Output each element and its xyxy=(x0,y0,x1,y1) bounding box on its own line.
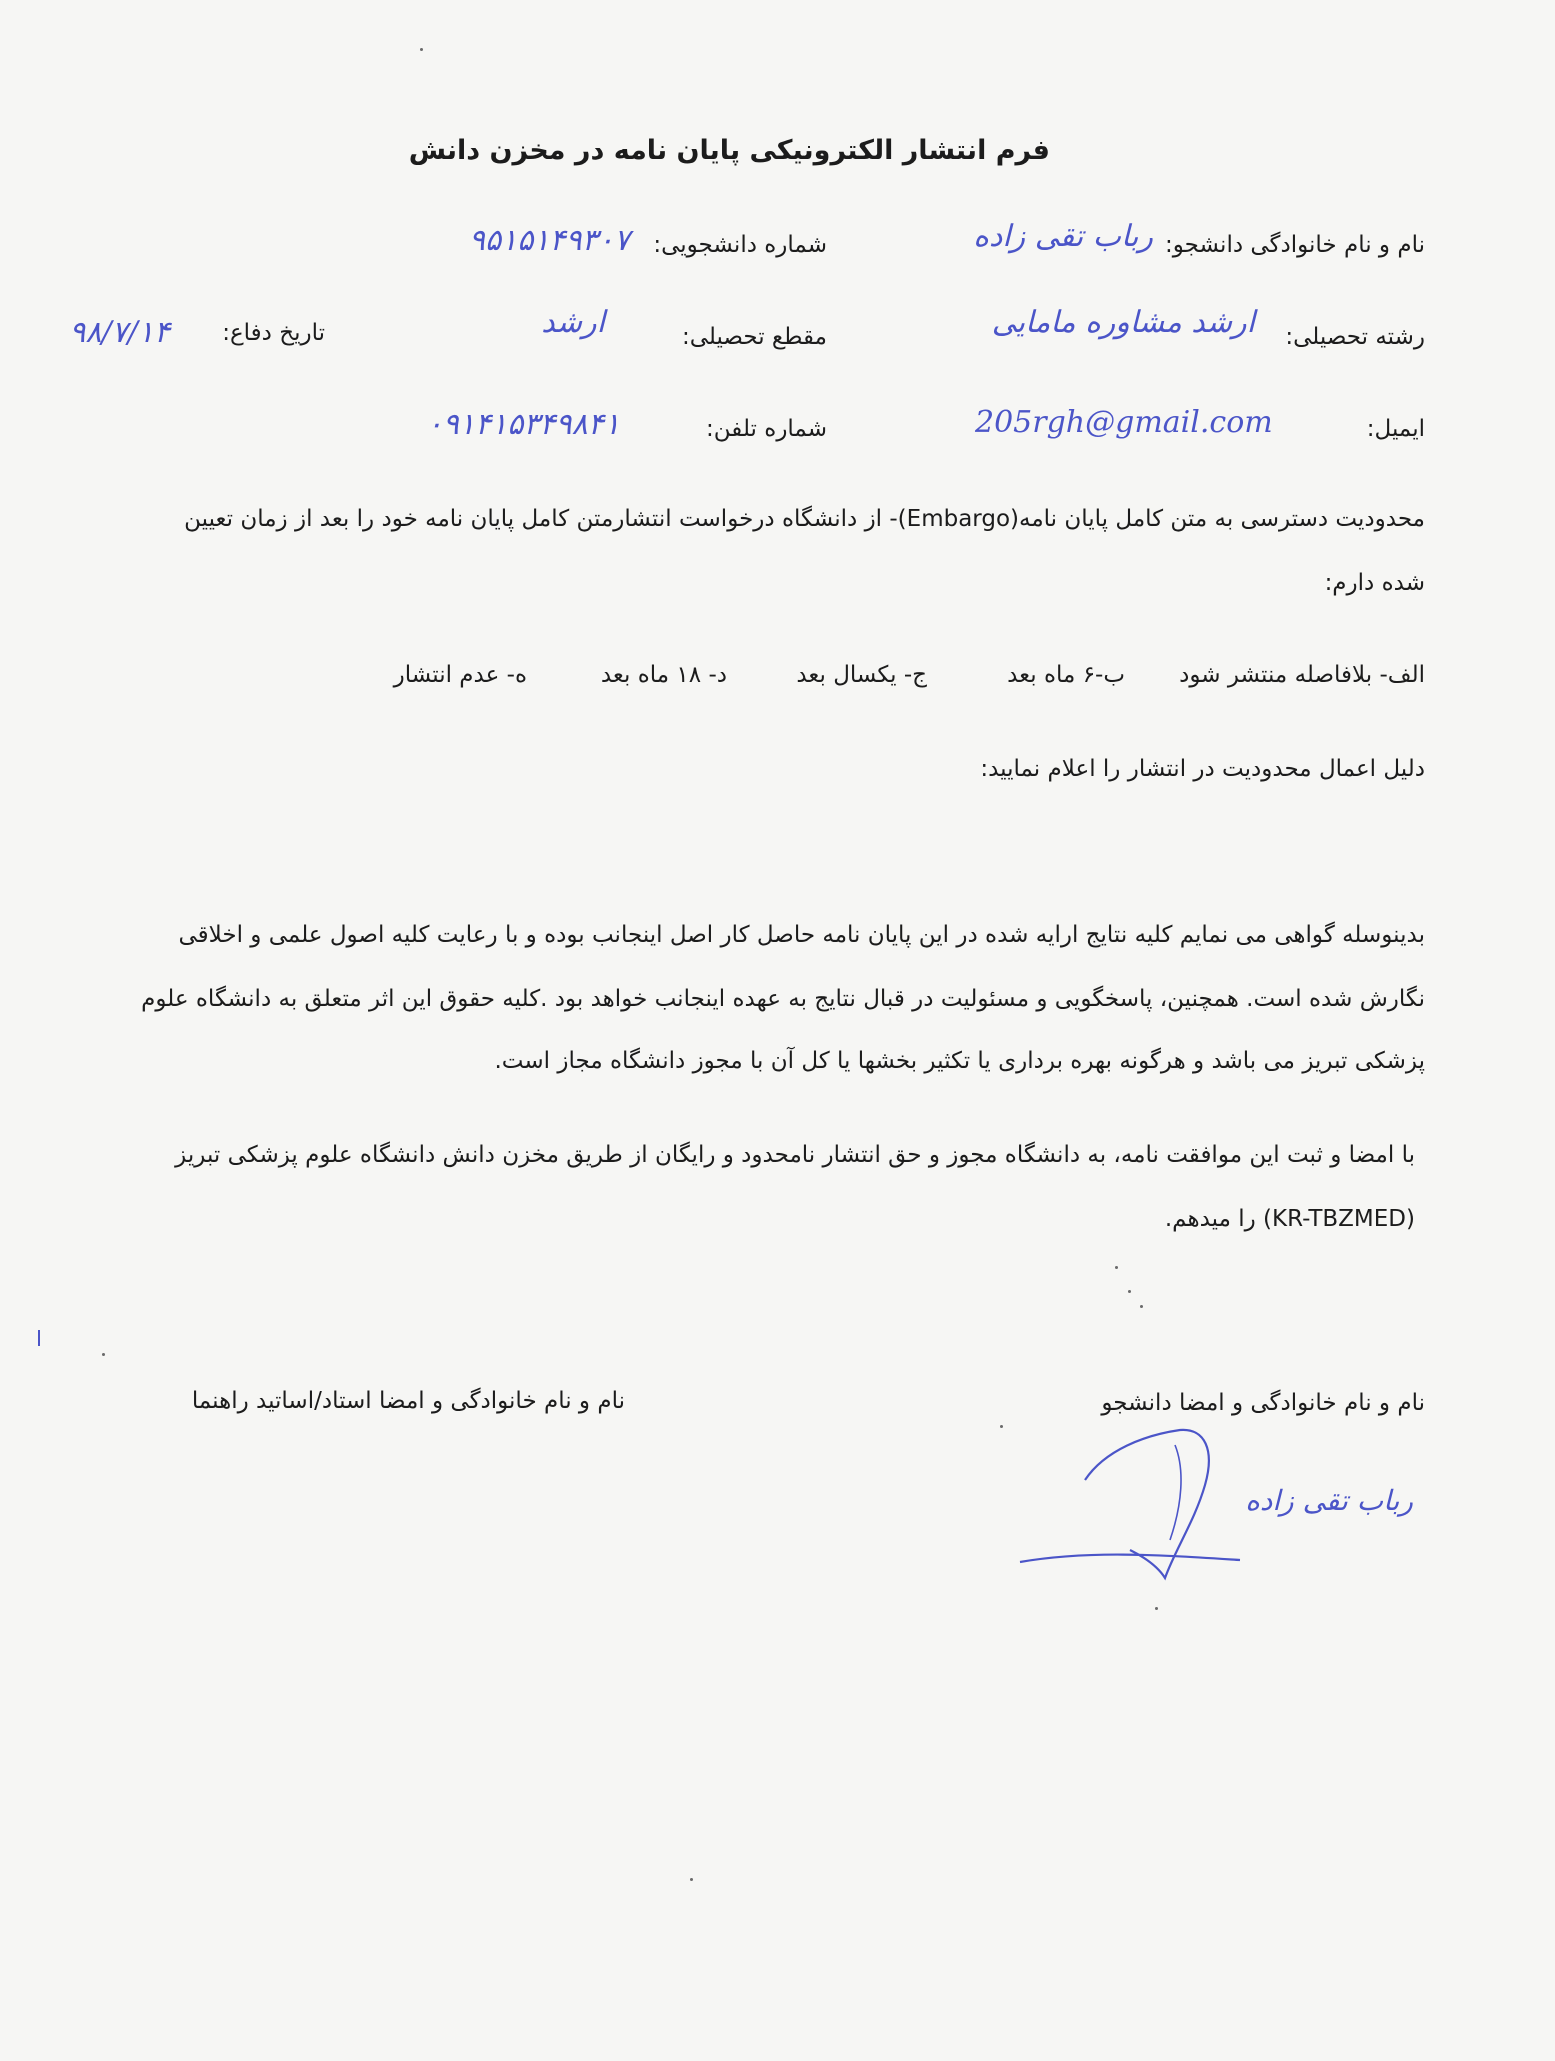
student-id-label: شماره دانشجویی: xyxy=(653,232,827,258)
declaration-line3: پزشکی تبریز می باشد و هرگونه بهره برداری یا تکثیر بخشها یا کل آن با مجوز دانشگاه مجاز است. xyxy=(494,1048,1425,1074)
embargo-text-line2: شده دارم: xyxy=(1324,570,1425,596)
scan-speck xyxy=(1115,1266,1118,1269)
embargo-reason-label: دلیل اعمال محدودیت در انتشار را اعلام نمایید: xyxy=(980,756,1425,782)
defense-date-value: ۹۸/۷/۱۴ xyxy=(69,315,170,350)
student-name-value: رباب تقی زاده xyxy=(973,219,1153,254)
form-title: فرم انتشار الکترونیکی پایان نامه در مخزن دانش xyxy=(408,135,1050,166)
embargo-option-no-publication: ه- عدم انتشار xyxy=(393,662,527,688)
scan-speck xyxy=(1140,1305,1143,1308)
embargo-option-immediate: الف- بلافاصله منتشر شود xyxy=(1179,662,1425,688)
embargo-option-18-months: د- ۱۸ ماه بعد xyxy=(600,662,727,688)
field-of-study-label: رشته تحصیلی: xyxy=(1285,324,1425,350)
scan-speck xyxy=(102,1353,105,1356)
student-signature xyxy=(1010,1410,1270,1590)
embargo-option-6-months: ب-۶ ماه بعد xyxy=(1007,662,1125,688)
declaration-line2: نگارش شده است. همچنین، پاسخگویی و مسئولیت در قبال نتایج به عهده اینجانب خواهد بود .کلیه حقوق این اثر متعلق به دانشگاه علوم xyxy=(141,986,1425,1012)
email-label: ایمیل: xyxy=(1366,416,1425,442)
scan-speck xyxy=(1155,1607,1158,1610)
supervisor-signature-label: نام و نام خانوادگی و امضا استاد/اساتید راهنما xyxy=(191,1388,625,1414)
scan-speck xyxy=(420,48,423,51)
student-signature-label: نام و نام خانوادگی و امضا دانشجو xyxy=(1101,1390,1425,1416)
scan-speck xyxy=(1000,1425,1003,1428)
agreement-line1: با امضا و ثبت این موافقت نامه، به دانشگاه مجوز و حق انتشار نامحدود و رایگان از طریق مخزن دانش دانشگاه علوم پزشکی تبریز xyxy=(175,1142,1415,1168)
phone-value: ۰۹۱۴۱۵۳۴۹۸۴۱ xyxy=(426,407,620,442)
scan-speck xyxy=(1128,1290,1131,1293)
agreement-line2: (KR-TBZMED) را میدهم. xyxy=(1164,1206,1415,1232)
degree-level-value: ارشد xyxy=(541,305,605,340)
scan-speck xyxy=(690,1878,693,1881)
ink-mark xyxy=(38,1330,40,1346)
degree-level-label: مقطع تحصیلی: xyxy=(681,324,827,350)
embargo-option-1-year: ج- یکسال بعد xyxy=(796,662,927,688)
field-of-study-value: ارشد مشاوره مامایی xyxy=(991,305,1255,340)
student-name-label: نام و نام خانوادگی دانشجو: xyxy=(1165,232,1425,258)
email-value: 205rgh@gmail.com xyxy=(975,405,1273,440)
declaration-line1: بدینوسله گواهی می نمایم کلیه نتایج ارایه شده در این پایان نامه حاصل کار اصل اینجانب بوده و با رعایت کلیه اصول علمی و اخلاقی xyxy=(178,922,1425,948)
student-handwritten-name: رباب تقی زاده xyxy=(1245,1484,1413,1517)
defense-date-label: تاریخ دفاع: xyxy=(222,320,325,346)
embargo-text-line1: محدودیت دسترسی به متن کامل پایان نامه(Embargo)- از دانشگاه درخواست انتشارمتن کامل پایان نامه خود را بعد از زمان تعیین xyxy=(184,506,1425,532)
phone-label: شماره تلفن: xyxy=(706,416,827,442)
student-id-value: ۹۵۱۵۱۴۹۳۰۷ xyxy=(468,223,630,258)
